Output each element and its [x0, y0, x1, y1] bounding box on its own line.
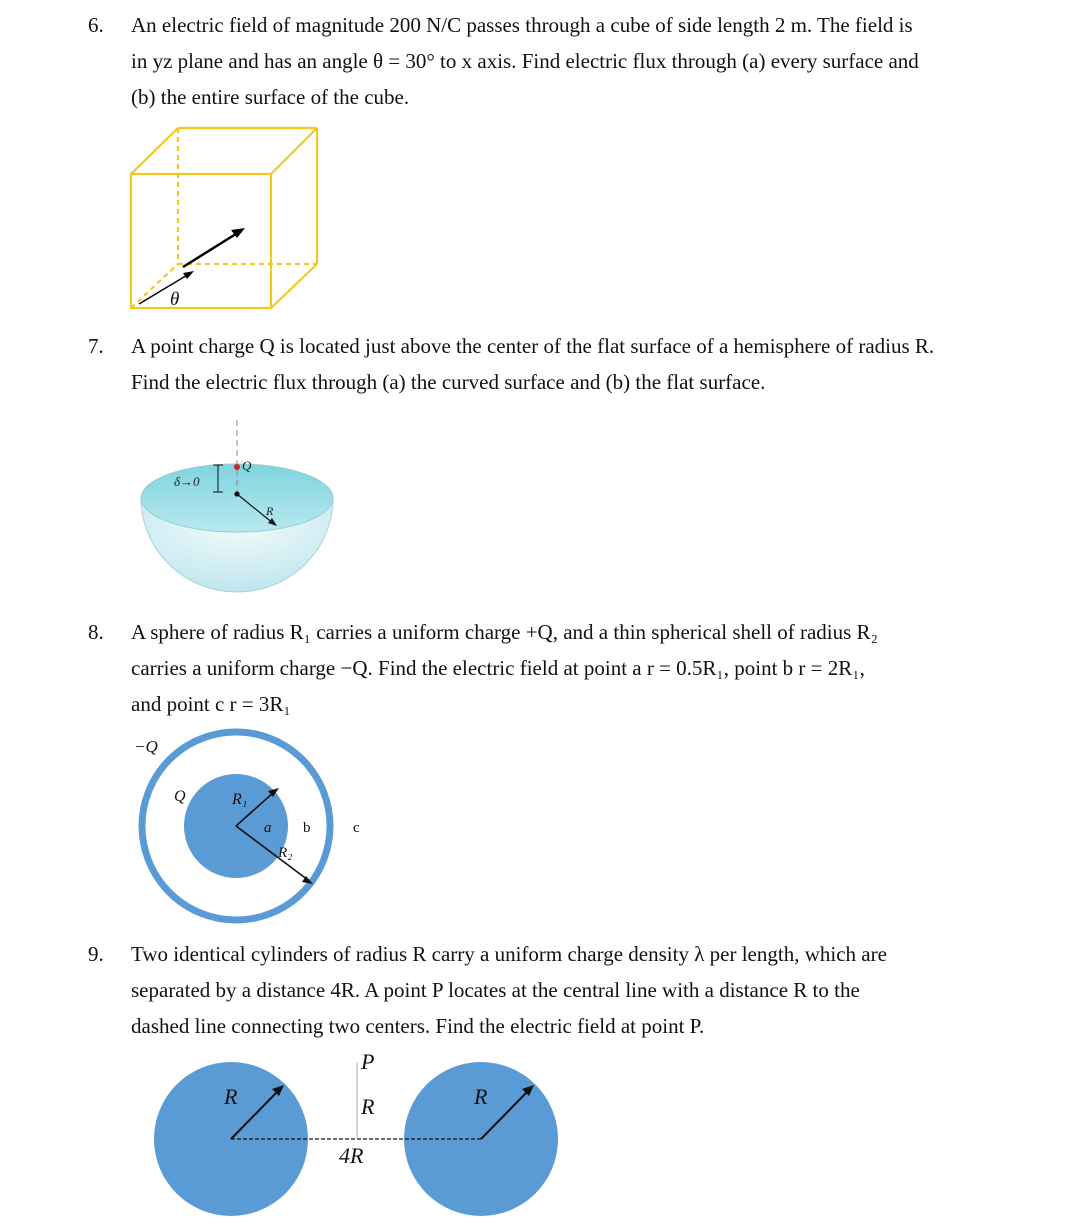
cube-figure — [125, 122, 325, 312]
sphere-shell-figure — [132, 728, 382, 932]
angle-label: θ — [170, 289, 180, 310]
problem-line: A point charge Q is located just above the center of the flat surface of a hemisphere of radius R. — [131, 334, 935, 358]
gap-label: δ→0 — [174, 474, 200, 489]
charge-dot — [234, 464, 240, 470]
point-a-label: a — [264, 820, 272, 836]
problem-line: carries a uniform charge −Q. Find the electric field at point a r = 0.5R₁, point b r = 2R₁, — [131, 656, 865, 680]
sphere-charge-label: Q — [174, 788, 186, 805]
problem-number: 6. — [88, 13, 104, 37]
problem-line: Two identical cylinders of radius R carry a uniform charge density λ per length, which are — [131, 942, 887, 966]
point-p-label: P — [361, 1049, 375, 1074]
problem-line: dashed line connecting two centers. Find the electric field at point P. — [131, 1014, 705, 1038]
problem-line: (b) the entire surface of the cube. — [131, 85, 410, 109]
cylinders-figure — [150, 1043, 562, 1223]
point-c-label: c — [353, 820, 360, 836]
problem-line: separated by a distance 4R. A point P locates at the central line with a distance R to the — [131, 978, 860, 1002]
problem-line: Find the electric flux through (a) the curved surface and (b) the flat surface. — [131, 370, 766, 394]
separation-label: 4R — [339, 1143, 364, 1168]
problem-line: A sphere of radius R₁ carries a uniform charge +Q, and a thin spherical shell of radius R₂ — [131, 620, 878, 644]
height-label: R — [361, 1094, 375, 1119]
problem-text — [131, 7, 1041, 115]
problem-line: and point c r = 3R₁ — [131, 692, 291, 716]
point-b-label: b — [303, 820, 311, 836]
outer-radius-label: R₂ — [278, 845, 293, 861]
inner-radius-label: R₁ — [232, 791, 248, 808]
left-radius-label: R — [224, 1084, 238, 1109]
problem-text — [131, 936, 1041, 1044]
problem-text — [131, 328, 1041, 400]
problem-number: 7. — [88, 334, 104, 358]
problem-line: in yz plane and has an angle θ = 30° to x axis. Find electric flux through (a) every surface and — [131, 49, 919, 73]
charge-label: Q — [242, 458, 252, 473]
problem-number: 9. — [88, 942, 104, 966]
shell-charge-label: −Q — [134, 737, 158, 756]
right-radius-label: R — [474, 1084, 488, 1109]
problem-text — [131, 614, 1041, 722]
radius-label: R — [266, 504, 274, 518]
hemisphere-figure — [138, 416, 338, 598]
problem-line: An electric field of magnitude 200 N/C passes through a cube of side length 2 m. The field is — [131, 13, 913, 37]
problem-number: 8. — [88, 620, 104, 644]
